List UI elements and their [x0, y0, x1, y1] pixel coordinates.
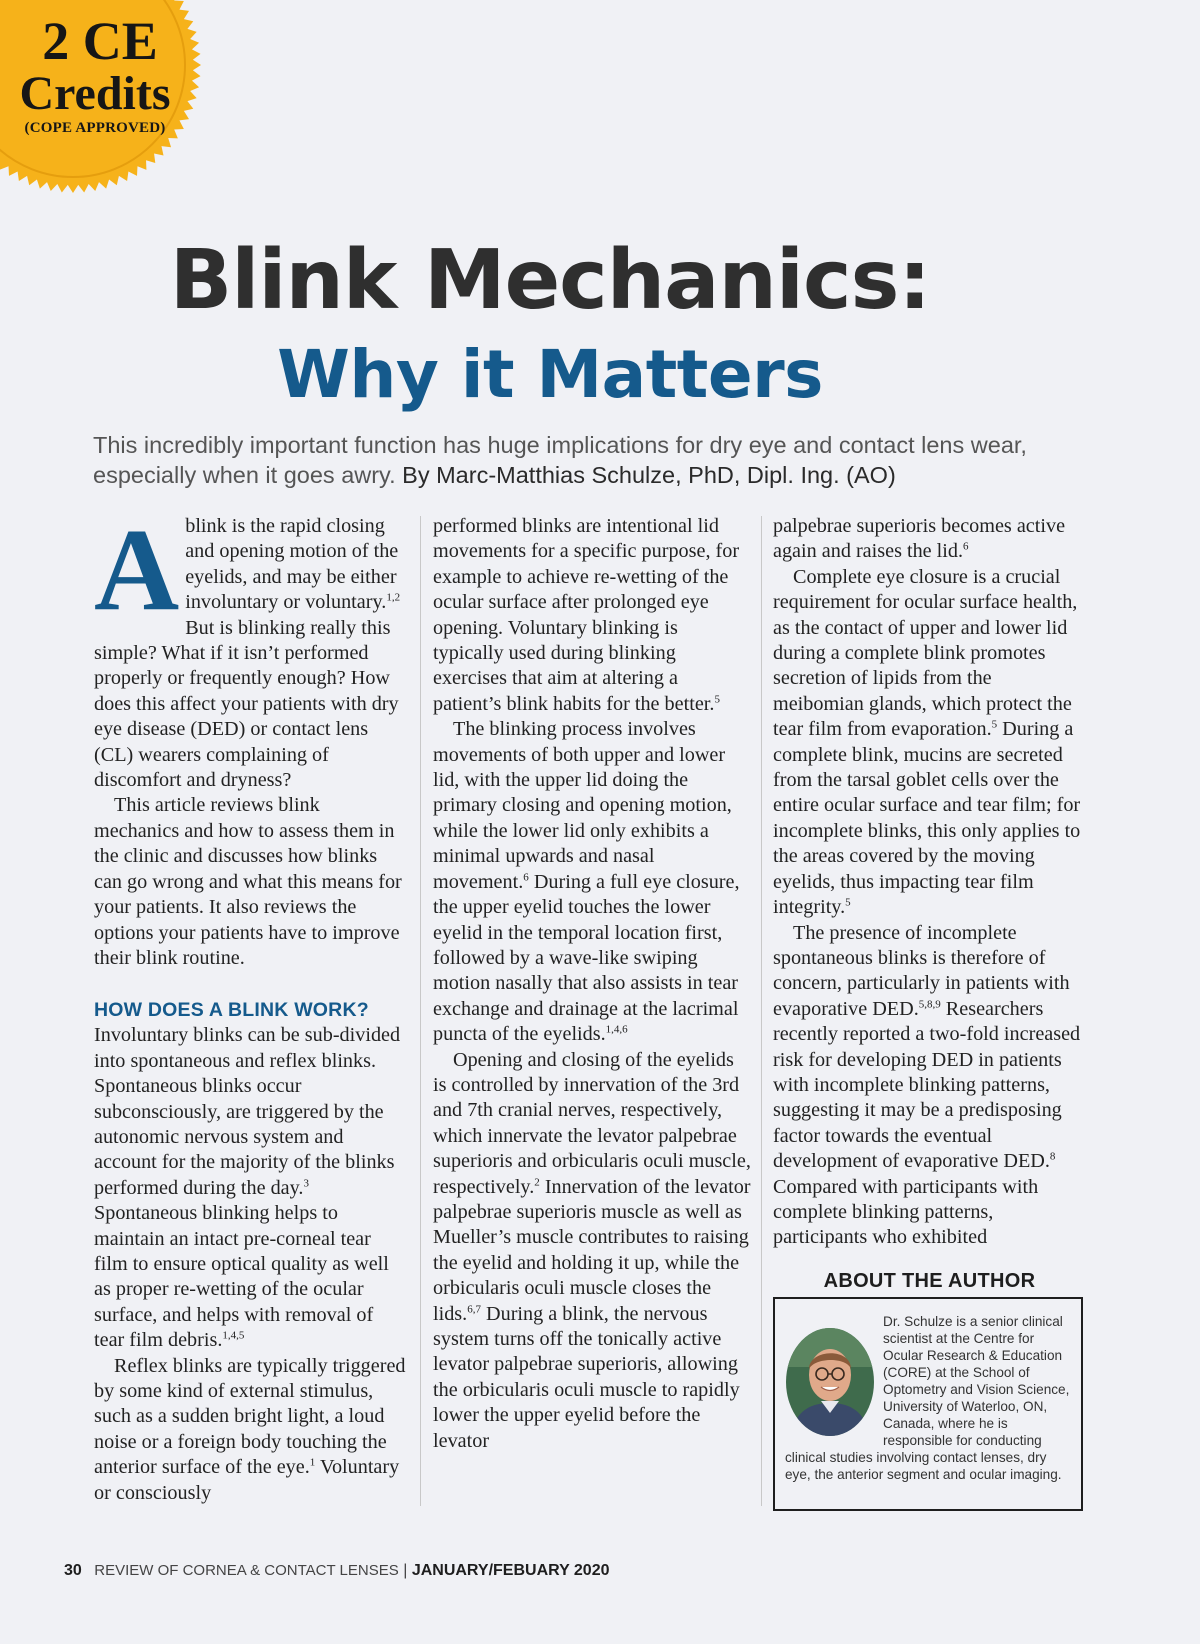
badge-line-2: Credits	[19, 67, 171, 120]
paragraph	[433, 717, 751, 1047]
text: Complete eye closure is a crucial requirement for ocular surface health, as the contact of upper and lower lid during a complete blink promotes secretion of lipids from the meibomian glands, which protect the tear film from evaporation.	[773, 565, 1078, 741]
article-column-2	[433, 514, 751, 1454]
text: performed blinks are intentional lid movements for a specific purpose, for example to achieve re-wetting of the ocular surface after prolonged eye opening. Voluntary blinking is typically used during blinking exercises that aim at altering a patient’s blink habits for the better.	[433, 515, 740, 715]
reference: 5,8,9	[918, 997, 941, 1010]
byline: By Marc-Matthias Schulze, PhD, Dipl. Ing. (AO)	[402, 462, 896, 488]
article-title: Blink Mechanics:	[169, 233, 931, 328]
badge-line-3: (COPE APPROVED)	[24, 120, 166, 136]
text: Spontaneous blinking helps to maintain an intact pre-corneal tear film to ensure optical quality as well as proper re-wetting of the ocular surface, and helps with removal of tear film debris.	[94, 1202, 389, 1352]
deck-text: This incredibly important function has huge implications for dry eye and contact lens wear, especially when it goes awry.	[93, 432, 1027, 488]
paragraph	[94, 1354, 407, 1506]
reference: 6	[523, 870, 529, 883]
article-deck	[93, 430, 1113, 490]
text: Reflex blinks are typically triggered by some kind of external stimulus, such as a sudden bright light, a loud noise or a foreign body touching the anterior surface of the eye.	[94, 1354, 406, 1479]
paragraph: This article reviews blink mechanics and how to assess them in the clinic and discusses how blinks can go wrong and what this means for your patients. It also reviews the options your patients have to improve their blink routine.	[94, 794, 402, 969]
text: During a complete blink, mucins are secreted from the tarsal goblet cells over the entire ocular surface and tear film; for incomplete blinks, this only applies to the areas covered by the moving eyelids, thus impacting tear film integrity.	[773, 718, 1081, 919]
column-rule	[420, 516, 421, 1506]
about-author-box	[773, 1297, 1083, 1511]
page-number: 30	[64, 1562, 82, 1579]
text: The blinking process involves movements of both upper and lower lid, with the upper lid doing the primary closing and opening motion, while the lower lid only exhibits a minimal upwards and nasal movement.	[433, 718, 732, 893]
text: Compared with participants with complete blinking patterns, participants who exhibited	[773, 1175, 1039, 1249]
reference: 5	[991, 718, 998, 731]
article-column-3	[773, 514, 1086, 1251]
badge-line-1: 2 CE	[42, 11, 158, 71]
text: Researchers recently reported a two-fold increased risk for developing DED in patients with incomplete blinking patterns, suggesting it may be a predisposing factor towards the eventual development of evaporative DED.	[773, 997, 1081, 1173]
page-footer	[64, 1562, 610, 1580]
reference: 5	[714, 693, 720, 706]
ce-credits-badge	[0, 11, 190, 136]
paragraph	[94, 504, 407, 793]
reference: 1,4,6	[605, 1023, 628, 1036]
reference: 8	[1049, 1150, 1056, 1163]
reference: 1	[309, 1456, 316, 1469]
text: Innervation of the levator palpebrae superioris muscle as well as Mueller’s muscle contributes to raising the eyelid and holding it up, while the orbicularis oculi muscle closes the lids.	[433, 1175, 751, 1325]
section-heading: HOW DOES A BLINK WORK?	[94, 999, 369, 1022]
text: Voluntary or consciously	[94, 1456, 400, 1504]
reference: 6,7	[467, 1302, 481, 1315]
text: blink is the rapid closing and opening motion of the eyelids, and may be either involuntary or voluntary.	[185, 515, 399, 614]
text: Involuntary blinks can be sub-divided into spontaneous and reflex blinks. Spontaneous blinks occur subconsciously, are triggered by the autonomic nervous system and account for the majority of the blinks performed during the day.	[94, 1024, 401, 1199]
drop-cap: A	[94, 504, 180, 635]
paragraph	[773, 921, 1086, 1251]
text: Opening and closing of the eyelids is controlled by innervation of the 3rd and 7th cranial nerves, respectively, which innervate the levator palpebrae superioris and orbicularis oculi muscle, respectively.	[433, 1048, 751, 1198]
reference: 1,4,5	[222, 1329, 245, 1342]
issue-date: JANUARY/FEBUARY 2020	[411, 1562, 610, 1579]
author-bio	[785, 1313, 1073, 1483]
text: But is blinking really this simple? What if it isn’t performed properly or frequently enough? How does this affect your patients with dry eye disease (DED) or contact lens (CL) wearers complaining of discomfort and dryness?	[94, 616, 399, 792]
paragraph	[94, 1023, 407, 1353]
paragraph	[773, 514, 1086, 565]
bio-text: Dr. Schulze is a senior clinical scientist at the Centre for Ocular Research & Education (CORE) at the School of Optometry and Vision Science, University of Waterloo, ON, Canada, where he is responsible for conducting clinical studies involving contact lenses, dry eye, the anterior segment and ocular imaging.	[785, 1314, 1070, 1482]
paragraph	[433, 514, 751, 717]
reference: 2	[534, 1175, 540, 1188]
reference: 1,2	[386, 591, 401, 604]
reference: 3	[303, 1177, 309, 1190]
footer-separator: |	[403, 1562, 408, 1579]
paragraph	[773, 565, 1086, 921]
article-subtitle: Why it Matters	[277, 336, 823, 413]
text: palpebrae superioris becomes active again and raises the lid.	[773, 515, 1066, 563]
reference: 6	[963, 540, 969, 553]
article-column-1	[94, 504, 407, 1506]
paragraph	[433, 1048, 751, 1455]
publication-name: REVIEW OF CORNEA & CONTACT LENSES	[94, 1562, 399, 1579]
column-rule	[761, 516, 762, 1506]
text: During a blink, the nervous system turns off the tonically active levator palpebrae superioris, allowing the orbicularis oculi muscle to rapidly lower the upper eyelid before the levator	[433, 1302, 740, 1452]
about-author-heading: ABOUT THE AUTHOR	[823, 1270, 1036, 1292]
reference: 5	[845, 896, 851, 909]
text: During a full eye closure, the upper eyelid touches the lower eyelid in the temporal location first, followed by a wave-like swiping motion nasally that also assists in tear exchange and drainage at the lacrimal puncta of the eyelids.	[433, 870, 740, 1046]
text: The presence of incomplete spontaneous blinks is therefore of concern, particularly in patients with evaporative DED.	[773, 921, 1070, 1020]
